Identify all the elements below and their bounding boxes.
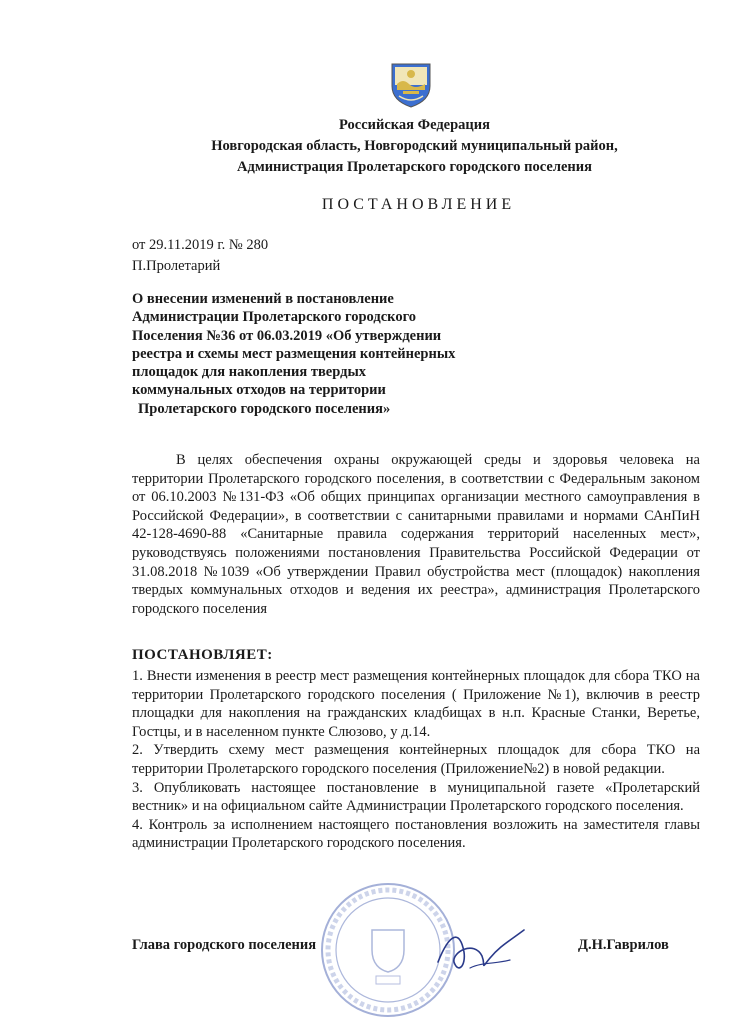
intro-text: В целях обеспечения охраны окружающей среды и здоровья человека на территории Пролетарского городского поселения, в соответствии с Федеральным законом от 06.10.2003 №131-ФЗ «Об общих принципах организации местного самоуправления в Российской Федерации», в соответствии с санитарными правилами и нормами САнПиН 42-128-4690-88 «Санитарные правила содержания территорий населенных мест», руководствуясь положениями постановления Правительства Российской Федерации от 31.08.2018 №1039 «Об утверждении Правил обустройства мест (площадок) накопления твердых коммунальных отходов и ведения их реестра», администрация Пролетарского городского поселения [132, 452, 700, 617]
subject-line: Пролетарского городского поселения» [138, 400, 391, 417]
header-administration: Администрация Пролетарского городского поселения [237, 159, 592, 175]
decree-item: 4. Контроль за исполнением настоящего постановления возложить на заместителя главы администрации Пролетарского городского поселения. [132, 816, 700, 852]
decree-item: 1. Внести изменения в реестр мест размещения контейнерных площадок для сбора ТКО на территории Пролетарского городского поселения ( Приложение №1), включив в реестр площадки для накопления на гражданских кладбищах в н.п. Красные Станки, Веретье, Гостцы, и в населенном пункте Слюзово, у д.14. [132, 668, 700, 740]
decree-item: 2. Утвердить схему мест размещения контейнерных площадок для сбора ТКО на территории Пролетарского городского поселения (Приложение№2) в новой редакции. [132, 742, 700, 777]
header-country: Российская Федерация [339, 117, 490, 133]
intro-paragraph [132, 451, 700, 618]
decree-item: 3. Опубликовать настоящее постановление в муниципальной газете «Пролетарский вестник» и на официальном сайте Администрации Пролетарского городского поселения. [132, 779, 700, 815]
subject-line: Администрации Пролетарского городского [132, 309, 417, 326]
handwritten-signature [430, 922, 530, 982]
document-title: ПОСТАНОВЛЕНИЕ [321, 196, 516, 213]
subject-line: реестра и схемы мест размещения контейнерных [132, 345, 456, 362]
decree-items [132, 667, 700, 853]
subject-line: коммунальных отходов на территории [132, 382, 386, 399]
subject-line: площадок для накопления твердых [132, 364, 367, 381]
document-subject [132, 290, 552, 418]
coat-of-arms-icon [389, 60, 433, 108]
subject-line: О внесении изменений в постановление [132, 291, 394, 307]
signature-name: Д.Н.Гаврилов [578, 937, 669, 953]
decree-heading: ПОСТАНОВЛЯЕТ: [132, 647, 273, 663]
header-region: Новгородская область, Новгородский муниципальный район, [211, 138, 618, 154]
document-date-number: от 29.11.2019 г. № 280 [132, 237, 269, 253]
subject-line: Поселения №36 от 06.03.2019 «Об утверждении [132, 327, 442, 344]
signature-position: Глава городского поселения [132, 937, 317, 953]
document-place: П.Пролетарий [132, 258, 221, 274]
